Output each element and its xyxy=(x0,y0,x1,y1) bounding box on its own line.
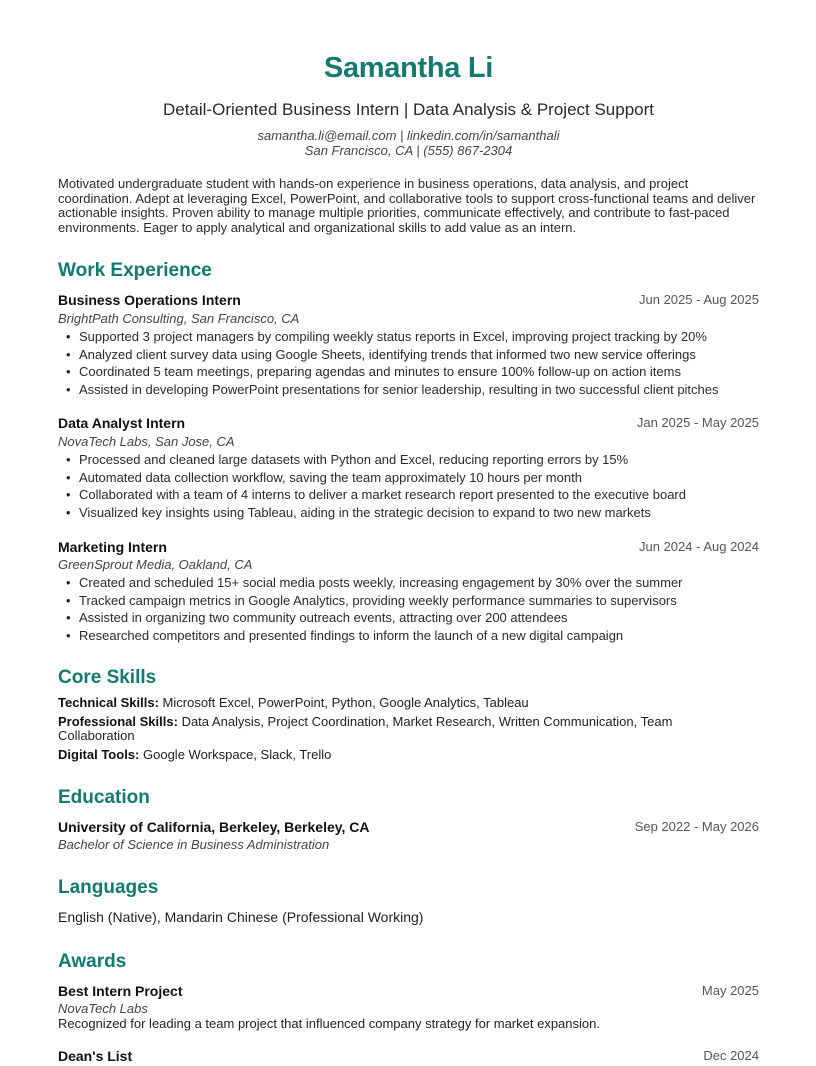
award-description: Recognized for leading a team project that influenced company strategy for market expansion. xyxy=(58,1016,600,1031)
skill-line-professional xyxy=(58,715,708,743)
list-item: • Automated data collection workflow, saving the team approximately 10 hours per month xyxy=(79,469,759,487)
award-date: May 2025 xyxy=(701,983,759,998)
list-item: • Collaborated with a team of 4 interns to deliver a market research report presented to the executive board xyxy=(79,486,759,504)
job-header xyxy=(58,415,759,433)
section-title-awards: Awards xyxy=(58,951,127,972)
job-title: Business Operations Intern xyxy=(58,292,241,308)
award-title: Best Intern Project xyxy=(58,983,183,999)
job-dates: Jan 2025 - May 2025 xyxy=(636,415,759,430)
award-header xyxy=(58,1048,759,1066)
list-item: • Processed and cleaned large datasets with Python and Excel, reducing reporting errors by 15% xyxy=(79,451,759,469)
skill-line-tools xyxy=(58,748,708,762)
job-header xyxy=(58,539,759,557)
job-dates: Jun 2024 - Aug 2024 xyxy=(639,539,759,554)
job-bullets xyxy=(58,574,759,644)
list-item: • Visualized key insights using Tableau, aiding in the strategic decision to expand to two new markets xyxy=(79,504,759,522)
degree: Bachelor of Science in Business Administration xyxy=(58,837,330,852)
summary-paragraph: Motivated undergraduate student with hands-on experience in business operations, data analysis, and project coordination. Adept at leveraging Excel, PowerPoint, and collaborative tools to support cross-functional teams and deliver actionable insights. Proven ability to manage multiple priorities, communicate effectively, and contribute to fast-paced environments. Eager to apply analytical and organizational skills to add value as an intern. xyxy=(58,176,756,235)
section-title-languages: Languages xyxy=(58,877,159,898)
job-company: NovaTech Labs, San Jose, CA xyxy=(58,434,235,449)
skill-line-technical xyxy=(58,696,708,710)
job-title: Marketing Intern xyxy=(58,539,167,555)
candidate-name: Samantha Li xyxy=(323,52,494,84)
school-name: University of California, Berkeley, Berkeley, CA xyxy=(58,819,370,835)
job-bullets xyxy=(58,328,759,398)
skill-label: Digital Tools: xyxy=(58,747,140,762)
list-item: • Assisted in organizing two community outreach events, attracting over 200 attendees xyxy=(79,609,759,627)
headline: Detail-Oriented Business Intern | Data Analysis & Project Support xyxy=(162,100,655,119)
skill-value: Google Workspace, Slack, Trello xyxy=(143,747,332,762)
award-date: Dec 2024 xyxy=(703,1048,759,1063)
job-dates: Jun 2025 - Aug 2025 xyxy=(639,292,759,307)
job-bullets xyxy=(58,451,759,521)
contact-line-location: San Francisco, CA | (555) 867-2304 xyxy=(304,143,513,158)
skill-label: Professional Skills: xyxy=(58,714,178,729)
contact-line-email: samantha.li@email.com | linkedin.com/in/samanthali xyxy=(257,128,560,143)
list-item: • Assisted in developing PowerPoint presentations for senior leadership, resulting in two successful client pitches xyxy=(79,381,759,399)
list-item: • Coordinated 5 team meetings, preparing agendas and minutes to ensure 100% follow-up on action items xyxy=(79,363,759,381)
skill-value: Data Analysis, Project Coordination, Market Research, Written Communication, Team Collaboration xyxy=(58,714,673,743)
list-item: • Supported 3 project managers by compiling weekly status reports in Excel, improving project tracking by 20% xyxy=(79,328,759,346)
list-item: • Tracked campaign metrics in Google Analytics, providing weekly performance summaries to supervisors xyxy=(79,592,759,610)
education-header xyxy=(58,819,759,837)
list-item: • Created and scheduled 15+ social media posts weekly, increasing engagement by 30% over the summer xyxy=(79,574,759,592)
section-title-experience: Work Experience xyxy=(58,260,212,281)
education-dates: Sep 2022 - May 2026 xyxy=(634,819,759,834)
award-title: Dean's List xyxy=(58,1048,133,1064)
list-item: • Analyzed client survey data using Google Sheets, identifying trends that informed two new service offerings xyxy=(79,346,759,364)
job-header xyxy=(58,292,759,310)
job-company: GreenSprout Media, Oakland, CA xyxy=(58,557,253,572)
section-title-education: Education xyxy=(58,787,150,808)
job-company: BrightPath Consulting, San Francisco, CA xyxy=(58,311,300,326)
languages-text: English (Native), Mandarin Chinese (Professional Working) xyxy=(58,909,424,925)
job-title: Data Analyst Intern xyxy=(58,415,186,431)
list-item: • Researched competitors and presented findings to inform the launch of a new digital campaign xyxy=(79,627,759,645)
section-title-skills: Core Skills xyxy=(58,667,157,688)
award-header xyxy=(58,983,759,1001)
award-org: NovaTech Labs xyxy=(58,1001,148,1016)
skill-label: Technical Skills: xyxy=(58,695,159,710)
skill-value: Microsoft Excel, PowerPoint, Python, Google Analytics, Tableau xyxy=(162,695,529,710)
